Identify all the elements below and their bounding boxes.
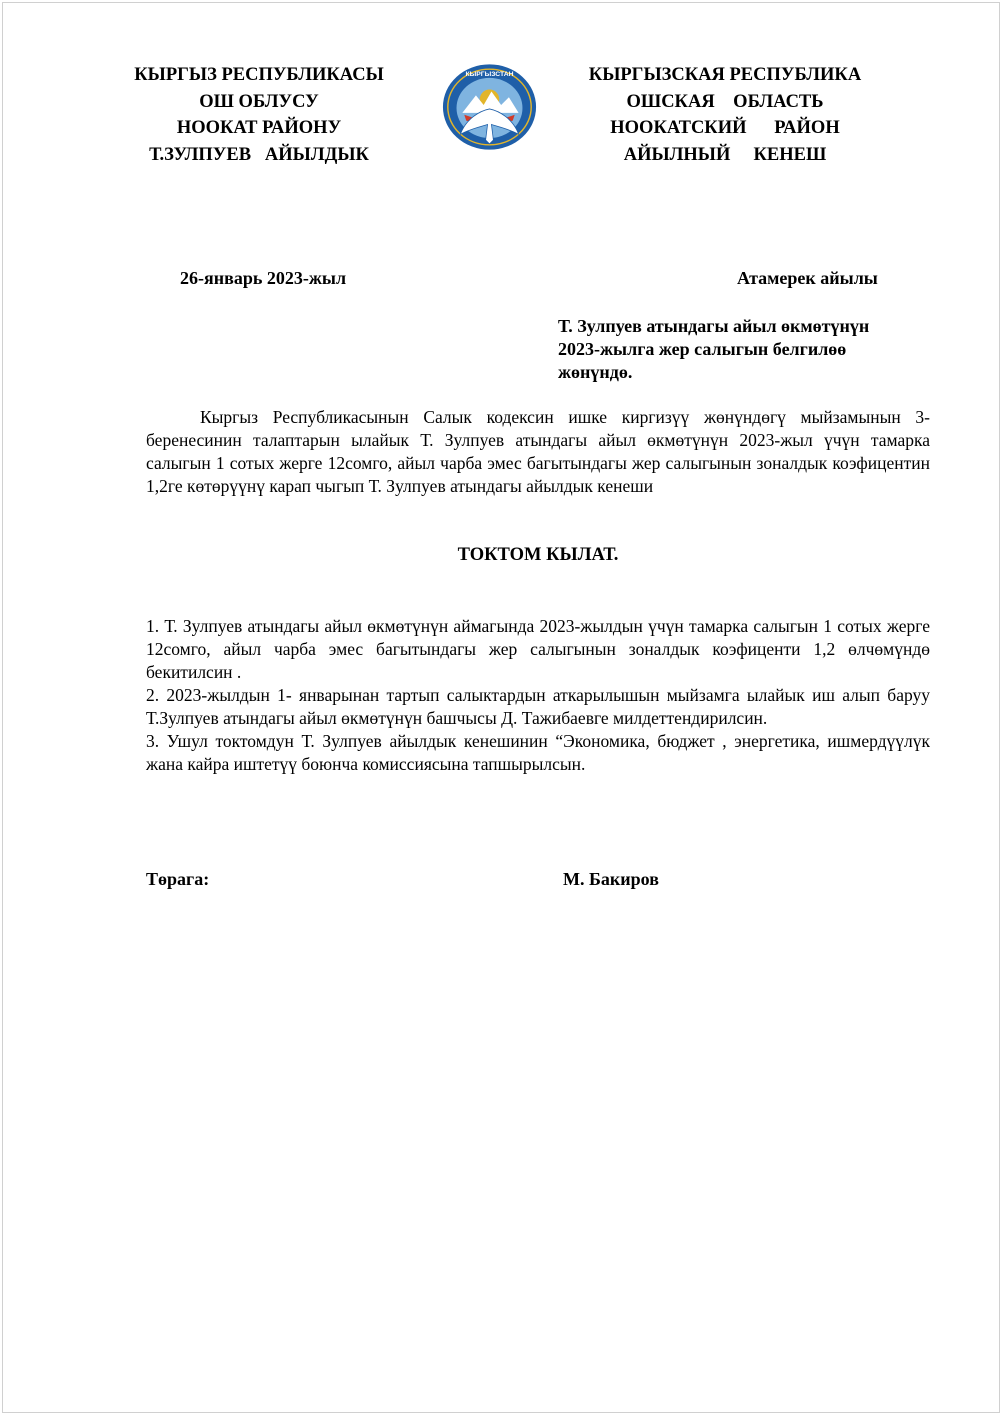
header-line: Т.ЗУЛПУЕВ АЙЫЛДЫК xyxy=(149,145,369,166)
decree-item: 2. 2023-жылдын 1- январынан тартып салыктардын аткарылышын мыйзамга ылайык иш алып баруу Т.Зулпуев атындагы айыл өкмөтүнүн башчысы Д. Тажибаевге милдеттендирилсин. xyxy=(146,685,930,728)
chairman-label: Төрага: xyxy=(146,869,210,889)
document-subject xyxy=(558,315,933,384)
decree-items xyxy=(146,615,930,776)
header-line: НООКАТСКИЙ РАЙОН xyxy=(610,118,840,139)
header-russian xyxy=(560,62,890,169)
emblem-text: КЫРГЫЗСТАН xyxy=(465,70,514,78)
header-line: КЫРГЫЗ РЕСПУБЛИКАСЫ xyxy=(134,65,384,85)
decree-title: ТОКТОМ КЫЛАТ. xyxy=(457,545,619,565)
decree-item: 1. Т. Зулпуев атындагы айыл өкмөтүнүн аймагында 2023-жылдын үчүн тамарка салыгын 1 сотых жерге 12сомго, айыл чарба эмес багытындагы жер салыгынын зоналдык коэфиценти 1,2 өлчөмүндө бекитилсин . xyxy=(146,616,930,682)
subject-line: 2023-жылга жер салыгын белгилөө xyxy=(558,339,847,359)
document-date: 26-январь 2023-жыл xyxy=(180,268,347,288)
header-kyrgyz xyxy=(108,62,410,169)
document-place: Атамерек айылы xyxy=(737,268,878,288)
state-emblem xyxy=(441,62,538,152)
header-line: АЙЫЛНЫЙ КЕНЕШ xyxy=(623,145,827,166)
preamble-paragraph: Кыргыз Республикасынын Салык кодексин ишке киргизүү жөнүндөгү мыйзамынын 3-беренесинин талаптарын ылайык Т. Зулпуев атындагы айыл өкмөтүнүн 2023-жыл үчүн тамарка салыгын 1 сотых жерге 12сомго, айыл чарба эмес багытындагы жер салыгынын зоналдык коэфицентин 1,2ге көтөрүүнү карап чыгып Т. Зулпуев атындагы айылдык кенеши xyxy=(146,407,930,496)
header-line: ОШ ОБЛУСУ xyxy=(199,91,319,112)
chairman-name: М. Бакиров xyxy=(563,869,659,889)
subject-line: жөнүндө. xyxy=(558,362,633,382)
header-line: КЫРГЫЗСКАЯ РЕСПУБЛИКА xyxy=(588,65,862,85)
decree-item: 3. Ушул токтомдун Т. Зулпуев айылдык кенешинин “Экономика, бюджет , энергетика, ишмердүүлүк жана кайра иштетүү боюнча комиссиясына тапшырылсын. xyxy=(146,731,930,774)
subject-line: Т. Зулпуев атындагы айыл өкмөтүнүн xyxy=(558,316,870,336)
header-line: ОШСКАЯ ОБЛАСТЬ xyxy=(626,91,824,112)
header-line: НООКАТ РАЙОНУ xyxy=(176,118,342,139)
